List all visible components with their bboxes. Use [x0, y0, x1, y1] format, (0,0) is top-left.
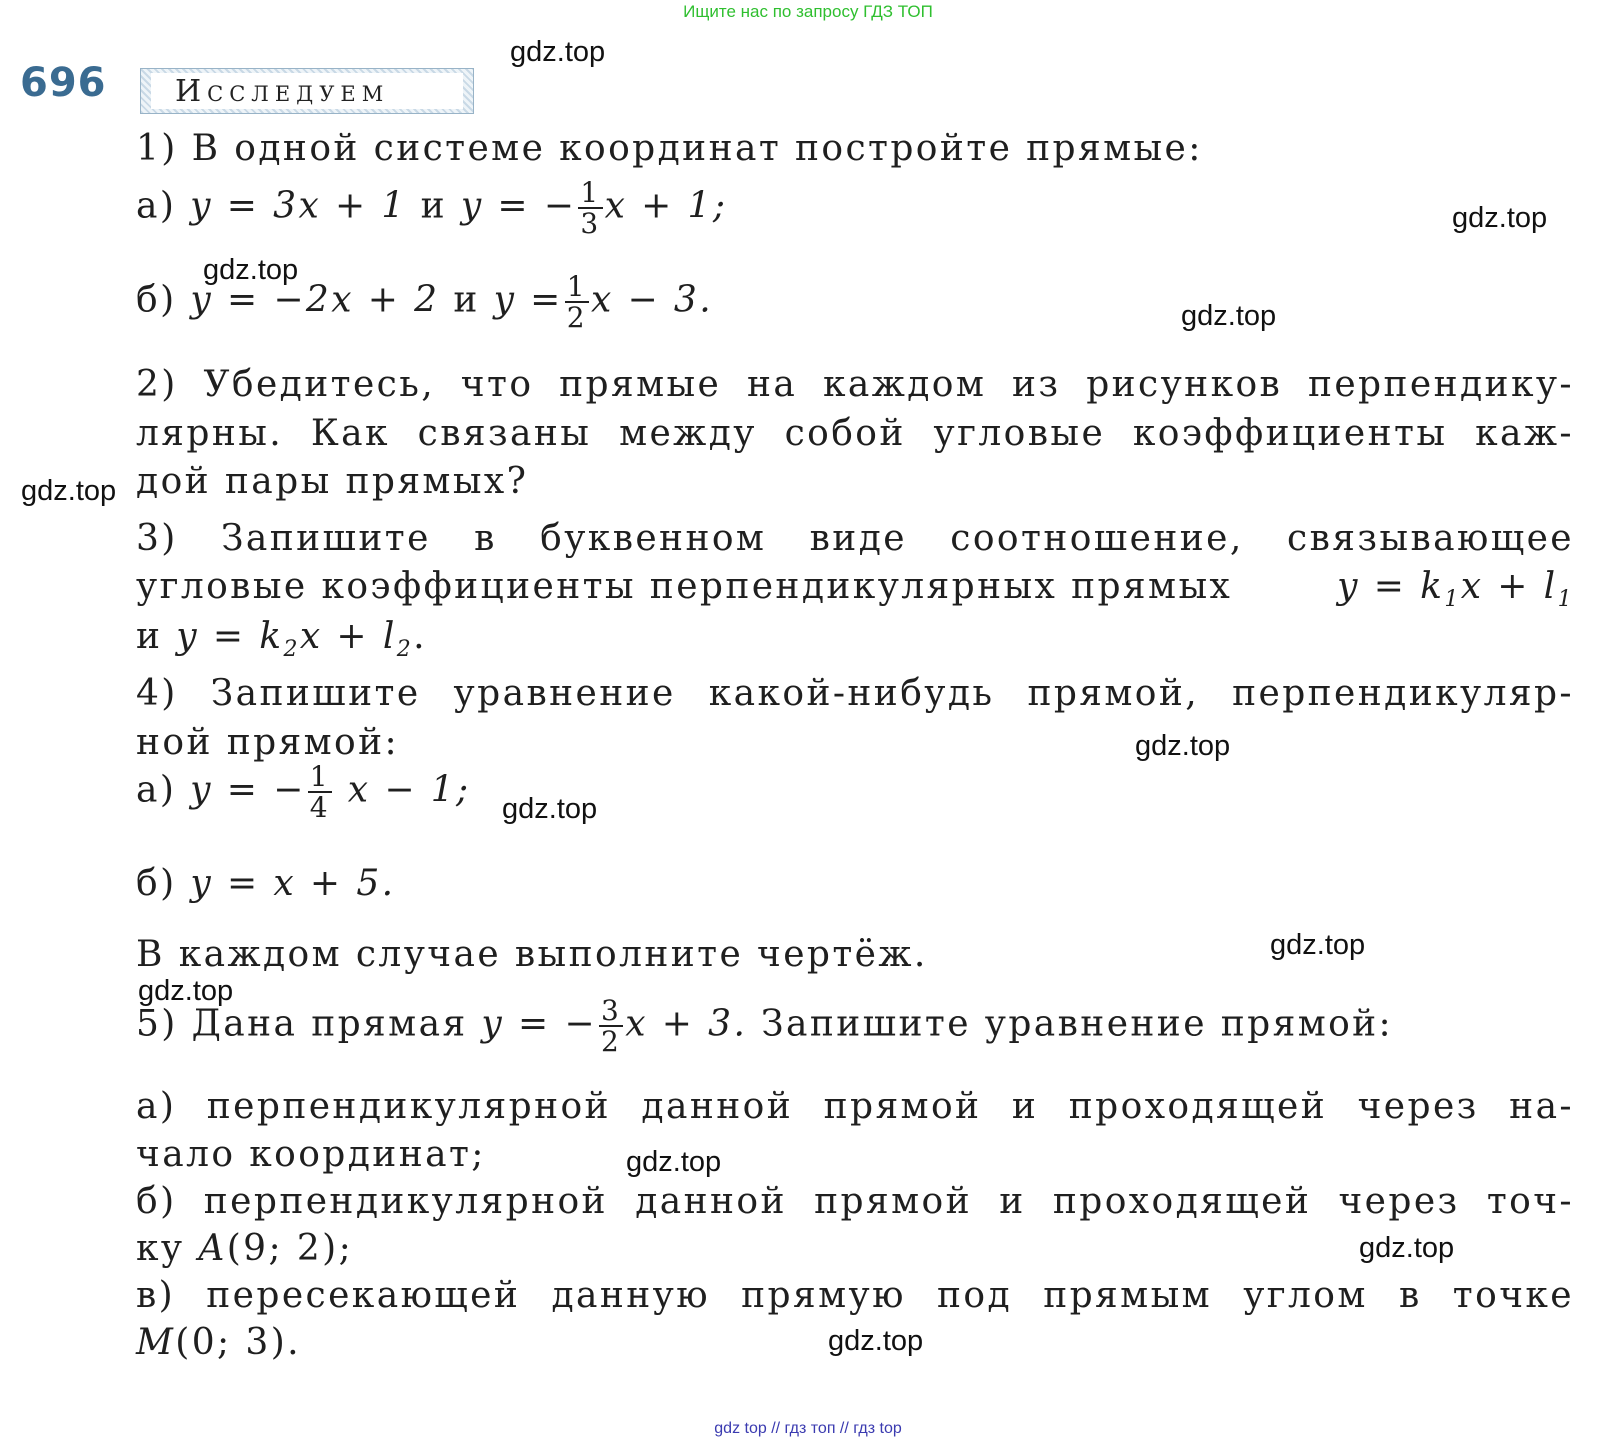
equation-rhs: x − 1;: [347, 769, 471, 811]
equation: $y = k_1x + l_1$: [1337, 566, 1574, 613]
watermark: gdz.top: [828, 1325, 924, 1357]
fraction: $\frac{1}{2}$: [566, 270, 587, 335]
task5-a-line2: чало координат;: [136, 1134, 486, 1175]
task5-a-line1: а) перпендикулярной данной прямой и проходящей через на-: [136, 1086, 1574, 1127]
point-label: A: [198, 1228, 227, 1269]
section-title: Исследуем: [175, 73, 390, 109]
task3-line1: 3) Запишите в буквенном виде соотношение, связывающее: [136, 518, 1574, 559]
task3-line3: и $y = k_2x + l_2$.: [136, 616, 427, 663]
equation: y = x + 5.: [190, 863, 396, 904]
task4-a: [136, 762, 471, 823]
watermark: gdz.top: [1181, 300, 1277, 332]
task5-b-line2: ку A(9; 2);: [136, 1228, 354, 1269]
task3-line2: [136, 566, 1574, 612]
watermark: gdz.top: [510, 36, 606, 68]
watermark: gdz.top: [203, 254, 299, 286]
top-banner: Ищите нас по запросу ГДЗ ТОП: [683, 2, 933, 21]
equation-lhs: y =: [493, 279, 563, 321]
task2-line1: 2) Убедитесь, что прямые на каждом из рисунков перпендику-: [136, 364, 1574, 405]
watermark: gdz.top: [1270, 929, 1366, 961]
section-badge: [140, 68, 474, 114]
watermark: gdz.top: [502, 793, 598, 825]
text: Запишите уравнение прямой:: [761, 1003, 1394, 1045]
task1-b: [136, 272, 713, 333]
item-label: а): [136, 769, 177, 811]
task5-c-line1: в) пересекающей данную прямую под прямым углом в точке: [136, 1275, 1574, 1316]
equation-rhs: x − 3.: [590, 279, 714, 321]
equation-lhs: y = −: [190, 769, 306, 811]
item-label: б): [136, 863, 177, 904]
equation: y = −2x + 2: [190, 279, 440, 321]
equation-rhs: x + 1;: [604, 185, 728, 227]
task4-line1: 4) Запишите уравнение какой-нибудь прямой, перпендикуляр-: [136, 673, 1574, 714]
watermark: gdz.top: [1135, 730, 1231, 762]
task4-b: [136, 863, 395, 904]
task1-a: [136, 178, 727, 239]
watermark: gdz.top: [1452, 202, 1548, 234]
watermark: gdz.top: [626, 1146, 722, 1178]
fraction: $\frac{1}{3}$: [580, 176, 601, 241]
item-label: б): [136, 279, 177, 321]
fraction: $\frac{3}{2}$: [600, 994, 622, 1059]
equation-lhs: y = −: [460, 185, 577, 227]
item-label: а): [136, 185, 177, 227]
watermark: gdz.top: [1359, 1232, 1455, 1264]
task4-line2: ной прямой:: [136, 722, 400, 763]
conjunction: и: [136, 616, 163, 657]
task2-line2: лярны. Как связаны между собой угловые коэффициенты каж-: [136, 413, 1574, 454]
fraction: $\frac{1}{4}$: [309, 760, 330, 825]
equation-lhs: y = −: [481, 1003, 597, 1045]
text: угловые коэффициенты перпендикулярных прямых: [136, 566, 1233, 607]
task2-line3: дой пары прямых?: [136, 461, 529, 502]
task5-b-line1: б) перпендикулярной данной прямой и проходящей через точ-: [136, 1181, 1574, 1222]
task5-intro: [136, 996, 1393, 1057]
equation: y = 3x + 1: [190, 185, 407, 227]
equation: y = k: [176, 616, 284, 657]
task4-closing: В каждом случае выполните чертёж.: [136, 934, 928, 975]
equation-rhs: x + 3.: [625, 1003, 748, 1045]
watermark: gdz.top: [21, 475, 117, 507]
problem-number: 696: [20, 60, 107, 106]
text: 5) Дана прямая: [136, 1003, 468, 1045]
watermark: gdz.top: [138, 975, 234, 1007]
conjunction: и: [420, 185, 447, 227]
task5-c-line2: M(0; 3).: [136, 1322, 301, 1363]
conjunction: и: [453, 279, 480, 321]
footer: gdz top // гдз топ // гдз top: [714, 1420, 902, 1437]
point-label: M: [136, 1322, 176, 1363]
task1-intro: 1) В одной системе координат постройте прямые:: [136, 128, 1203, 169]
